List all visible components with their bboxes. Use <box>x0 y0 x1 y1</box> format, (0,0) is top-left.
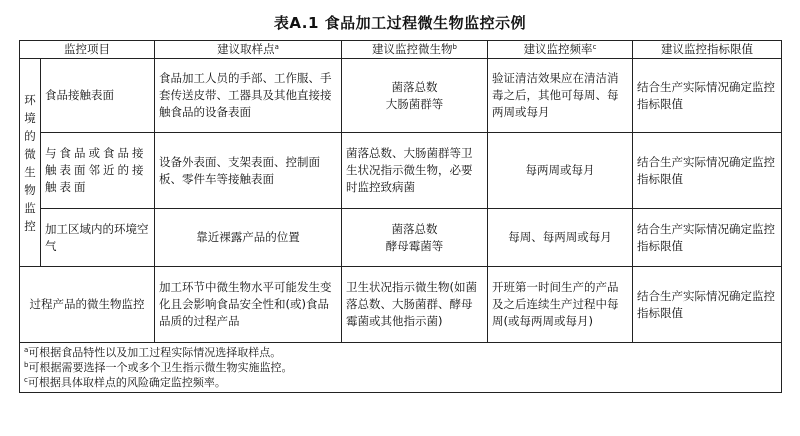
footnotes-row <box>20 343 782 393</box>
header-item: 监控项目 <box>20 41 155 59</box>
limit: 结合生产实际情况确定监控指标限值 <box>633 59 782 133</box>
microbe: 菌落总数、大肠菌群等卫生状况指示微生物，必要时监控致病菌 <box>342 133 488 209</box>
frequency: 每两周或每月 <box>488 133 633 209</box>
microbe: 菌落总数 酵母霉菌等 <box>342 209 488 267</box>
limit: 结合生产实际情况确定监控指标限值 <box>633 267 782 343</box>
sample-point: 靠近裸露产品的位置 <box>155 209 342 267</box>
header-frequency: 建议监控频率$^c$ <box>488 41 633 59</box>
sample-point: 食品加工人员的手部、工作服、手套传送皮带、工器具及其他直接接触食品的设备表面 <box>155 59 342 133</box>
sub-item: 食品接触表面 <box>41 59 155 133</box>
table-row <box>20 133 782 209</box>
sample-point: 设备外表面、支架表面、控制面板、零件车等接触表面 <box>155 133 342 209</box>
table-title: 表A.1 食品加工过程微生物监控示例 <box>273 14 527 32</box>
table-row <box>20 267 782 343</box>
frequency: 验证清洁效果应在清洁消毒之后，其他可每周、每两周或每月 <box>488 59 633 133</box>
footnotes <box>20 343 782 393</box>
footnote: $^a$可根据食品特性以及加工过程实际情况选择取样点。 <box>24 346 282 359</box>
microbe: 菌落总数 大肠菌群等 <box>342 59 488 133</box>
header-limit: 建议监控指标限值 <box>633 41 782 59</box>
table-row <box>20 209 782 267</box>
limit: 结合生产实际情况确定监控指标限值 <box>633 209 782 267</box>
frequency: 每周、每两周或每月 <box>488 209 633 267</box>
sub-item: 与食品或食品接触表面邻近的接触表面 <box>41 133 155 209</box>
env-group-label: 环 境 的 微 生 物 监 控 <box>20 59 41 267</box>
header-row <box>20 41 782 59</box>
limit: 结合生产实际情况确定监控指标限值 <box>633 133 782 209</box>
microbe: 卫生状况指示微生物(如菌落总数、大肠菌群、酵母霉菌或其他指示菌) <box>342 267 488 343</box>
monitoring-table <box>19 40 782 393</box>
table-row <box>20 59 782 133</box>
footnote: $^c$可根据具体取样点的风险确定监控频率。 <box>24 376 226 389</box>
sub-item: 加工区域内的环境空气 <box>41 209 155 267</box>
process-item: 过程产品的微生物监控 <box>20 267 155 343</box>
header-microbe: 建议监控微生物$^b$ <box>342 41 488 59</box>
sample-point: 加工环节中微生物水平可能发生变化且会影响食品安全性和(或)食品品质的过程产品 <box>155 267 342 343</box>
header-point: 建议取样点$^a$ <box>155 41 342 59</box>
footnote: $^b$可根据需要选择一个或多个卫生指示微生物实施监控。 <box>24 361 293 374</box>
frequency: 开班第一时间生产的产品及之后连续生产过程中每周(或每两周或每月) <box>488 267 633 343</box>
